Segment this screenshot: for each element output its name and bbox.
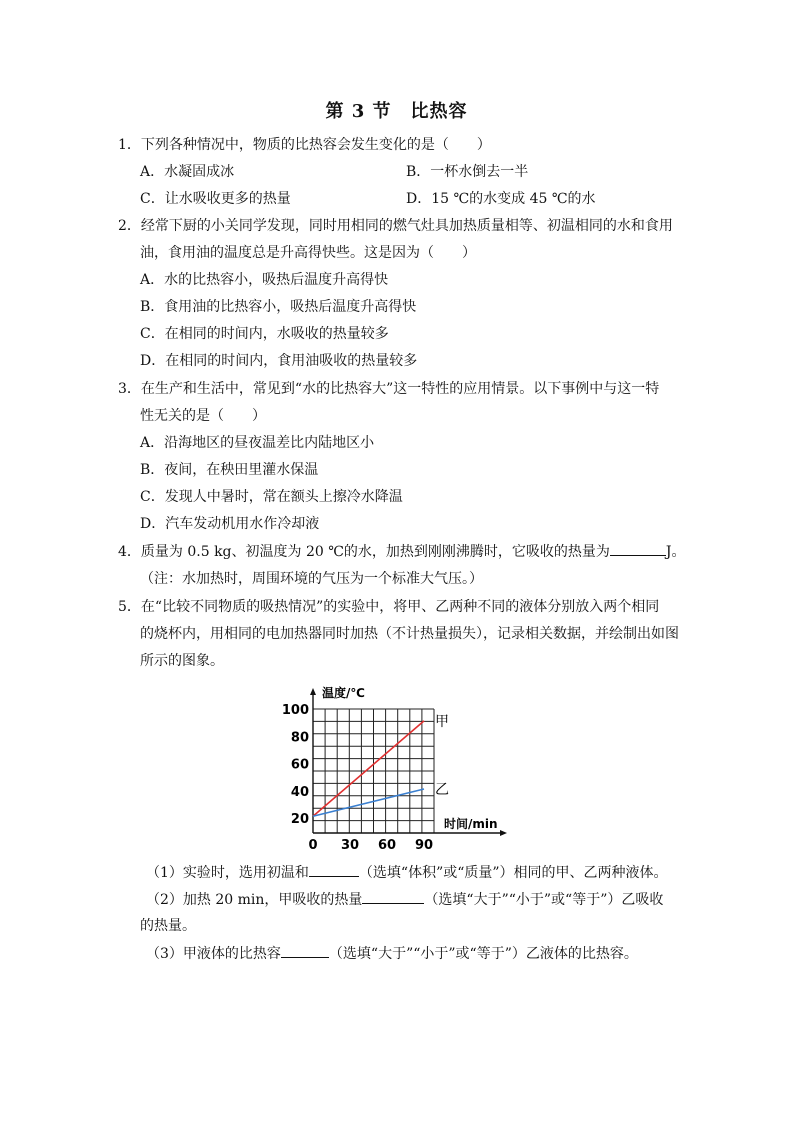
x-tick-label: 60 xyxy=(377,838,397,853)
y-axis-arrow xyxy=(310,688,316,695)
q4-note: （注：水加热时，周围环境的气压为一个标准大气压。） xyxy=(140,571,483,587)
q4-unit: J。 xyxy=(665,544,686,560)
x-tick-label: 90 xyxy=(414,838,434,853)
q5-sub1-blank[interactable] xyxy=(309,862,359,877)
q3-option-d: D．汽车发动机用水作冷却液 xyxy=(140,516,320,532)
q5-sub3-blank[interactable] xyxy=(281,943,329,958)
q5-sub3-text: （3）甲液体的比热容 xyxy=(146,946,281,962)
q5-sub3 xyxy=(146,943,638,964)
q1-option-c: C．让水吸收更多的热量 xyxy=(140,191,291,207)
y-tick-label: 100 xyxy=(281,703,309,718)
y-tick-label: 20 xyxy=(290,812,309,827)
q3-stem-line2: 性无关的是（ ） xyxy=(140,408,266,424)
q1-stem: 1．下列各种情况中，物质的比热容会发生变化的是（ ） xyxy=(118,137,491,153)
x-axis-label: 时间/min xyxy=(444,817,498,831)
q1-option-a: A．水凝固成冰 xyxy=(140,164,235,180)
q5-sub1-text-end: （选填“体积”或“质量”）相同的甲、乙两种液体。 xyxy=(358,865,668,881)
q3-option-c: C．发现人中暑时，常在额头上擦冷水降温 xyxy=(140,489,403,505)
temperature-time-chart xyxy=(280,683,520,853)
q5-sub2-blank[interactable] xyxy=(362,889,424,904)
y-tick-label: 80 xyxy=(290,730,309,746)
q2-option-d: D．在相同的时间内，食用油吸收的热量较多 xyxy=(140,353,418,369)
y-axis-label: 温度/℃ xyxy=(322,686,365,700)
series-label: 乙 xyxy=(435,782,449,799)
q2-option-a: A．水的比热容小，吸热后温度升高得快 xyxy=(140,272,389,288)
q5-stem-line1: 5．在“比较不同物质的吸热情况”的实验中，将甲、乙两种不同的液体分别放入两个相同 xyxy=(118,599,660,615)
q5-sub2-line2: 的热量。 xyxy=(140,918,196,934)
q1-option-b: B．一杯水倒去一半 xyxy=(406,164,529,180)
q1-option-d: D．15 ℃的水变成 45 ℃的水 xyxy=(406,191,596,207)
y-tick-label: 40 xyxy=(290,784,309,800)
q4-stem-text: 4．质量为 0.5 kg、初温度为 20 ℃的水，加热到刚刚沸腾时，它吸收的热量为 xyxy=(118,544,610,560)
series-label: 甲 xyxy=(435,713,449,730)
page-title: 第 3 节 比热容 xyxy=(325,101,468,122)
q4-stem-line1 xyxy=(118,541,686,562)
y-tick-label: 60 xyxy=(290,757,309,773)
chart-axes xyxy=(310,688,507,836)
q2-option-b: B．食用油的比热容小，吸热后温度升高得快 xyxy=(140,299,417,315)
x-axis-arrow xyxy=(500,830,507,836)
q3-option-b: B．夜间，在秧田里灌水保温 xyxy=(140,462,319,478)
q5-sub2-text-end: （选填“大于”“小于”或“等于”）乙吸收 xyxy=(424,892,664,908)
q5-sub1-text: （1）实验时，选用初温和 xyxy=(146,865,309,881)
q5-sub2-text: （2）加热 20 min，甲吸收的热量 xyxy=(146,892,363,908)
chart-series xyxy=(313,714,449,816)
x-tick-label: 30 xyxy=(340,838,360,853)
x-tick-label: 0 xyxy=(308,838,318,853)
q5-sub3-text-end: （选填“大于”“小于”或“等于”）乙液体的比热容。 xyxy=(328,946,638,962)
q5-stem-line2: 的烧杯内，用相同的电加热器同时加热（不计热量损失），记录相关数据，并绘制出如图 xyxy=(140,626,679,642)
q5-stem-line3: 所示的图象。 xyxy=(140,653,224,669)
q5-sub1 xyxy=(146,862,668,883)
q3-option-a: A．沿海地区的昼夜温差比内陆地区小 xyxy=(140,435,375,451)
q2-option-c: C．在相同的时间内，水吸收的热量较多 xyxy=(140,326,389,342)
q2-stem-line2: 油，食用油的温度总是升高得快些。这是因为（ ） xyxy=(140,245,476,261)
q5-sub2 xyxy=(146,889,663,910)
q2-stem-line1: 2．经常下厨的小关同学发现，同时用相同的燃气灶具加热质量相等、初温相同的水和食用 xyxy=(118,218,673,234)
q3-stem-line1: 3．在生产和生活中，常见到“水的比热容大”这一特性的应用情景。以下事例中与这一特 xyxy=(118,381,660,397)
q4-answer-blank[interactable] xyxy=(610,541,666,556)
